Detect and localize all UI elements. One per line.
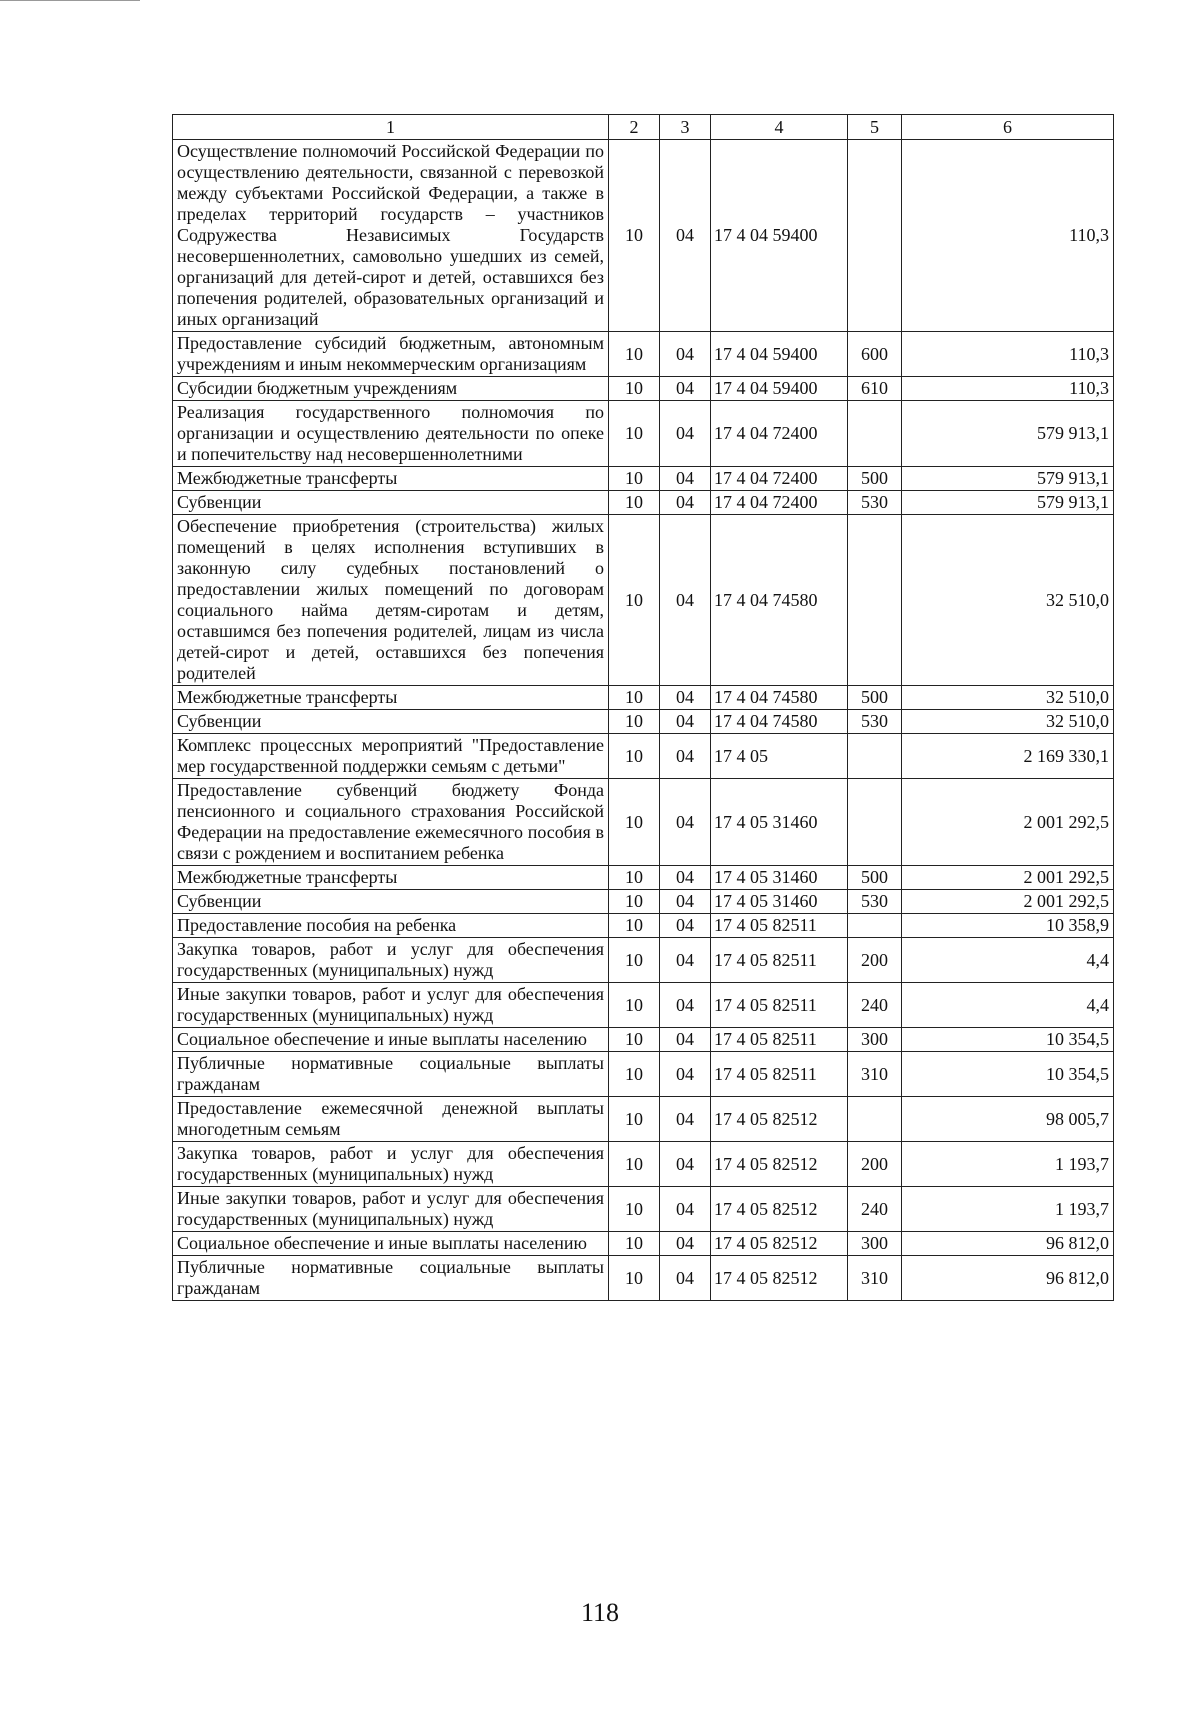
amount-cell: 2 001 292,5: [902, 779, 1114, 866]
target-article-cell: 17 4 04 72400: [711, 467, 848, 491]
subsection-code-cell: 04: [660, 914, 711, 938]
row-name-cell: Реализация государственного полномочия по организации и осуществлению деятельности по опеке и попечительству над несовершеннолетними: [173, 401, 609, 467]
amount-cell: 96 812,0: [902, 1232, 1114, 1256]
expense-type-cell: 500: [848, 686, 902, 710]
target-article-cell: 17 4 05 82511: [711, 938, 848, 983]
target-article-cell: 17 4 05 82511: [711, 1028, 848, 1052]
table-row: [173, 983, 1114, 1028]
row-name-cell: Публичные нормативные социальные выплаты гражданам: [173, 1052, 609, 1097]
amount-cell: 579 913,1: [902, 467, 1114, 491]
section-code-cell: 10: [609, 491, 660, 515]
table-row: [173, 1052, 1114, 1097]
subsection-code-cell: 04: [660, 710, 711, 734]
table-row: [173, 1187, 1114, 1232]
amount-cell: 1 193,7: [902, 1187, 1114, 1232]
subsection-code-cell: 04: [660, 515, 711, 686]
section-code-cell: 10: [609, 332, 660, 377]
row-name-cell: Обеспечение приобретения (строительства) жилых помещений в целях исполнения вступивших в законную силу судебных постановлений о предоставлении жилых помещений по договорам социального найма детям-сиротам и детям, оставшимся без попечения родителей, лицам из числа детей-сирот и детей, оставшихся без попечения родителей: [173, 515, 609, 686]
row-name-cell: Субсидии бюджетным учреждениям: [173, 377, 609, 401]
row-name-cell: Субвенции: [173, 890, 609, 914]
target-article-cell: 17 4 04 72400: [711, 401, 848, 467]
table-row: [173, 938, 1114, 983]
row-name-cell: Закупка товаров, работ и услуг для обеспечения государственных (муниципальных) нужд: [173, 1142, 609, 1187]
target-article-cell: 17 4 04 59400: [711, 140, 848, 332]
header-col-5: 5: [848, 115, 902, 140]
header-col-4: 4: [711, 115, 848, 140]
row-name-cell: Комплекс процессных мероприятий "Предоставление мер государственной поддержки семьям с детьми": [173, 734, 609, 779]
row-name-cell: Закупка товаров, работ и услуг для обеспечения государственных (муниципальных) нужд: [173, 938, 609, 983]
section-code-cell: 10: [609, 1028, 660, 1052]
amount-cell: 110,3: [902, 332, 1114, 377]
subsection-code-cell: 04: [660, 467, 711, 491]
section-code-cell: 10: [609, 890, 660, 914]
subsection-code-cell: 04: [660, 1187, 711, 1232]
expense-type-cell: 610: [848, 377, 902, 401]
expense-type-cell: 530: [848, 491, 902, 515]
subsection-code-cell: 04: [660, 491, 711, 515]
expense-type-cell: 300: [848, 1028, 902, 1052]
expense-type-cell: [848, 1097, 902, 1142]
expense-type-cell: 600: [848, 332, 902, 377]
amount-cell: 32 510,0: [902, 686, 1114, 710]
expense-type-cell: [848, 401, 902, 467]
table-header-row: [173, 115, 1114, 140]
expense-type-cell: 530: [848, 890, 902, 914]
expense-type-cell: 500: [848, 467, 902, 491]
subsection-code-cell: 04: [660, 779, 711, 866]
table-row: [173, 1232, 1114, 1256]
expense-type-cell: 240: [848, 983, 902, 1028]
subsection-code-cell: 04: [660, 1232, 711, 1256]
table-row: [173, 332, 1114, 377]
section-code-cell: 10: [609, 710, 660, 734]
expense-type-cell: [848, 140, 902, 332]
amount-cell: 10 358,9: [902, 914, 1114, 938]
table-row: [173, 1256, 1114, 1301]
row-name-cell: Субвенции: [173, 710, 609, 734]
header-col-3: 3: [660, 115, 711, 140]
row-name-cell: Субвенции: [173, 491, 609, 515]
section-code-cell: 10: [609, 1052, 660, 1097]
section-code-cell: 10: [609, 140, 660, 332]
subsection-code-cell: 04: [660, 686, 711, 710]
subsection-code-cell: 04: [660, 401, 711, 467]
target-article-cell: 17 4 04 72400: [711, 491, 848, 515]
expense-type-cell: 500: [848, 866, 902, 890]
subsection-code-cell: 04: [660, 1142, 711, 1187]
expense-type-cell: 300: [848, 1232, 902, 1256]
target-article-cell: 17 4 05 82511: [711, 983, 848, 1028]
amount-cell: 10 354,5: [902, 1028, 1114, 1052]
row-name-cell: Межбюджетные трансферты: [173, 467, 609, 491]
row-name-cell: Публичные нормативные социальные выплаты гражданам: [173, 1256, 609, 1301]
table-row: [173, 1142, 1114, 1187]
row-name-cell: Межбюджетные трансферты: [173, 866, 609, 890]
header-col-1: 1: [173, 115, 609, 140]
table-row: [173, 866, 1114, 890]
section-code-cell: 10: [609, 1142, 660, 1187]
section-code-cell: 10: [609, 467, 660, 491]
header-col-6: 6: [902, 115, 1114, 140]
section-code-cell: 10: [609, 1232, 660, 1256]
target-article-cell: 17 4 05 82512: [711, 1187, 848, 1232]
target-article-cell: 17 4 05: [711, 734, 848, 779]
subsection-code-cell: 04: [660, 734, 711, 779]
row-name-cell: Предоставление пособия на ребенка: [173, 914, 609, 938]
section-code-cell: 10: [609, 1097, 660, 1142]
target-article-cell: 17 4 05 82512: [711, 1256, 848, 1301]
target-article-cell: 17 4 05 31460: [711, 866, 848, 890]
subsection-code-cell: 04: [660, 1052, 711, 1097]
table-row: [173, 710, 1114, 734]
target-article-cell: 17 4 05 82512: [711, 1232, 848, 1256]
scan-edge-line: [0, 0, 140, 1]
table-row: [173, 890, 1114, 914]
amount-cell: 32 510,0: [902, 710, 1114, 734]
page-number: 118: [580, 1598, 620, 1627]
table-row: [173, 686, 1114, 710]
table-row: [173, 779, 1114, 866]
expense-type-cell: [848, 734, 902, 779]
row-name-cell: Предоставление субвенций бюджету Фонда пенсионного и социального страхования Российской Федерации на предоставление ежемесячного пособия в связи с рождением и воспитанием ребенка: [173, 779, 609, 866]
target-article-cell: 17 4 05 31460: [711, 890, 848, 914]
table-row: [173, 467, 1114, 491]
section-code-cell: 10: [609, 401, 660, 467]
section-code-cell: 10: [609, 983, 660, 1028]
amount-cell: 579 913,1: [902, 401, 1114, 467]
budget-table-body: [173, 115, 1114, 1301]
section-code-cell: 10: [609, 1187, 660, 1232]
target-article-cell: 17 4 05 82512: [711, 1097, 848, 1142]
target-article-cell: 17 4 04 74580: [711, 686, 848, 710]
subsection-code-cell: 04: [660, 866, 711, 890]
table-row: [173, 491, 1114, 515]
amount-cell: 579 913,1: [902, 491, 1114, 515]
budget-table: [172, 114, 1114, 1301]
expense-type-cell: 200: [848, 1142, 902, 1187]
amount-cell: 1 193,7: [902, 1142, 1114, 1187]
section-code-cell: 10: [609, 686, 660, 710]
section-code-cell: 10: [609, 938, 660, 983]
subsection-code-cell: 04: [660, 332, 711, 377]
section-code-cell: 10: [609, 1256, 660, 1301]
row-name-cell: Иные закупки товаров, работ и услуг для обеспечения государственных (муниципальных) нужд: [173, 983, 609, 1028]
table-row: [173, 914, 1114, 938]
subsection-code-cell: 04: [660, 983, 711, 1028]
row-name-cell: Предоставление субсидий бюджетным, автономным учреждениям и иным некоммерческим организациям: [173, 332, 609, 377]
target-article-cell: 17 4 04 74580: [711, 515, 848, 686]
amount-cell: 2 169 330,1: [902, 734, 1114, 779]
subsection-code-cell: 04: [660, 1028, 711, 1052]
row-name-cell: Социальное обеспечение и иные выплаты населению: [173, 1232, 609, 1256]
subsection-code-cell: 04: [660, 1097, 711, 1142]
table-row: [173, 515, 1114, 686]
expense-type-cell: 240: [848, 1187, 902, 1232]
amount-cell: 10 354,5: [902, 1052, 1114, 1097]
section-code-cell: 10: [609, 515, 660, 686]
row-name-cell: Предоставление ежемесячной денежной выплаты многодетным семьям: [173, 1097, 609, 1142]
section-code-cell: 10: [609, 734, 660, 779]
table-row: [173, 140, 1114, 332]
amount-cell: 110,3: [902, 377, 1114, 401]
subsection-code-cell: 04: [660, 890, 711, 914]
table-row: [173, 1097, 1114, 1142]
amount-cell: 4,4: [902, 938, 1114, 983]
target-article-cell: 17 4 04 59400: [711, 332, 848, 377]
amount-cell: 96 812,0: [902, 1256, 1114, 1301]
amount-cell: 4,4: [902, 983, 1114, 1028]
amount-cell: 110,3: [902, 140, 1114, 332]
table-row: [173, 377, 1114, 401]
target-article-cell: 17 4 05 82511: [711, 1052, 848, 1097]
amount-cell: 32 510,0: [902, 515, 1114, 686]
expense-type-cell: [848, 779, 902, 866]
expense-type-cell: 310: [848, 1256, 902, 1301]
section-code-cell: 10: [609, 377, 660, 401]
section-code-cell: 10: [609, 914, 660, 938]
row-name-cell: Социальное обеспечение и иные выплаты населению: [173, 1028, 609, 1052]
target-article-cell: 17 4 05 82512: [711, 1142, 848, 1187]
amount-cell: 2 001 292,5: [902, 890, 1114, 914]
amount-cell: 98 005,7: [902, 1097, 1114, 1142]
subsection-code-cell: 04: [660, 1256, 711, 1301]
target-article-cell: 17 4 05 82511: [711, 914, 848, 938]
row-name-cell: Осуществление полномочий Российской Федерации по осуществлению деятельности, связанной с перевозкой между субъектами Российской Федерации, а также в пределах территорий государств – участников Содружества Независимых Государств несовершеннолетних, самовольно ушедших из семей, организаций для детей-сирот и детей, оставшихся без попечения родителей, образовательных организаций и иных организаций: [173, 140, 609, 332]
expense-type-cell: [848, 515, 902, 686]
header-col-2: 2: [609, 115, 660, 140]
target-article-cell: 17 4 04 59400: [711, 377, 848, 401]
target-article-cell: 17 4 04 74580: [711, 710, 848, 734]
table-row: [173, 1028, 1114, 1052]
expense-type-cell: 200: [848, 938, 902, 983]
row-name-cell: Межбюджетные трансферты: [173, 686, 609, 710]
expense-type-cell: 530: [848, 710, 902, 734]
expense-type-cell: [848, 914, 902, 938]
section-code-cell: 10: [609, 866, 660, 890]
row-name-cell: Иные закупки товаров, работ и услуг для обеспечения государственных (муниципальных) нужд: [173, 1187, 609, 1232]
target-article-cell: 17 4 05 31460: [711, 779, 848, 866]
table-row: [173, 734, 1114, 779]
subsection-code-cell: 04: [660, 140, 711, 332]
subsection-code-cell: 04: [660, 377, 711, 401]
table-row: [173, 401, 1114, 467]
subsection-code-cell: 04: [660, 938, 711, 983]
section-code-cell: 10: [609, 779, 660, 866]
expense-type-cell: 310: [848, 1052, 902, 1097]
amount-cell: 2 001 292,5: [902, 866, 1114, 890]
